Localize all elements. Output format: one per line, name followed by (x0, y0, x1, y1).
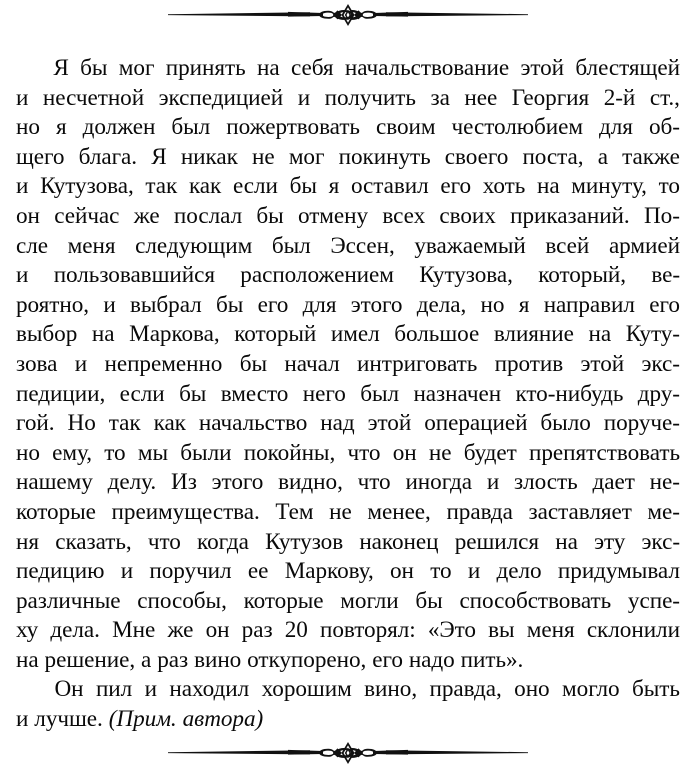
word: правда, (429, 676, 502, 703)
word: и (297, 84, 311, 111)
word: никак (180, 143, 238, 170)
text-line (16, 587, 680, 617)
word: роятно, (16, 291, 89, 318)
word: щего (16, 143, 65, 170)
word: своим (375, 114, 436, 141)
word: иногда (405, 469, 472, 496)
word: всех (382, 202, 426, 229)
text-line (16, 468, 680, 498)
text-line (16, 261, 680, 291)
word: всей (545, 232, 590, 259)
paragraph-1 (16, 54, 680, 675)
word: будет (463, 439, 517, 466)
word: несчетной (42, 84, 145, 111)
word: а (597, 143, 608, 170)
word: эту (594, 528, 626, 555)
word: уважаемый (414, 232, 526, 259)
word: начальство (198, 410, 308, 437)
word: вино, (364, 676, 418, 703)
word: ее (247, 558, 269, 585)
word: делу. (107, 469, 157, 496)
word: следующим (135, 232, 253, 259)
word: дело (496, 558, 542, 585)
word: должен (82, 114, 156, 141)
word: для (599, 114, 633, 141)
text-line (16, 557, 680, 587)
word: Мне (112, 617, 156, 644)
word: но (16, 439, 40, 466)
word: его (257, 291, 289, 318)
word: хорошим (261, 676, 352, 703)
word: сказать, (55, 528, 132, 555)
word: дела, (416, 291, 467, 318)
word: себя (290, 55, 334, 81)
word: операцией (424, 410, 528, 437)
word: и (467, 558, 481, 585)
word: большое (394, 321, 480, 348)
word: зова (16, 350, 58, 377)
word: он (205, 617, 230, 644)
word: этой (367, 410, 412, 437)
paragraph-2 (16, 675, 680, 734)
word: могло (562, 676, 620, 703)
word: дает (592, 469, 635, 496)
word: гой. (16, 410, 55, 437)
word: придумывал (557, 558, 680, 585)
word: и (16, 262, 29, 289)
word: если (232, 173, 278, 200)
word: если (119, 380, 165, 407)
word: Из (171, 469, 197, 496)
word: него (302, 380, 346, 407)
word: Я (53, 55, 69, 81)
word: Кутузова, (419, 262, 513, 289)
word: успе- (627, 587, 680, 614)
word: педиции, (16, 380, 106, 407)
word: на (536, 173, 560, 200)
word: нее (464, 84, 498, 111)
text-line (16, 350, 680, 380)
word: этой (580, 350, 625, 377)
word: Эссен, (330, 232, 395, 259)
word: он (390, 558, 414, 585)
word: бы (215, 291, 244, 318)
word: склонили (586, 617, 680, 644)
word: правда (446, 498, 513, 525)
word: направил (543, 291, 635, 318)
word: Кутузова, (40, 173, 134, 200)
word: ве- (651, 262, 680, 289)
text-line (16, 232, 680, 262)
word: своих (439, 202, 496, 229)
word: оставил (350, 173, 429, 200)
word: также (622, 143, 680, 170)
word: было (540, 410, 591, 437)
word: препятствовать (529, 439, 680, 466)
word: ст., (649, 84, 680, 111)
text-line: на решение, а раз вино откупорено, его надо пить». (16, 646, 524, 673)
word: и (120, 558, 134, 585)
word: бы (179, 380, 207, 407)
word: не (252, 143, 275, 170)
word: менее, (367, 498, 431, 525)
word: я (518, 291, 530, 318)
word: педицию (16, 558, 105, 585)
word: оно (514, 676, 550, 703)
word: получить (324, 84, 416, 111)
word: же (133, 202, 160, 229)
word: так (145, 173, 178, 200)
word: Но (67, 410, 96, 437)
word: принять (165, 55, 246, 81)
text-line (16, 143, 680, 173)
word: имел (330, 321, 380, 348)
word: были (180, 439, 232, 466)
text-line (16, 113, 680, 143)
word: и (16, 173, 29, 200)
word: начал (284, 350, 340, 377)
ornamental-divider-top (0, 2, 696, 28)
word: не- (649, 469, 680, 496)
word: и (16, 84, 29, 111)
text-line (16, 528, 680, 558)
text-line (16, 320, 680, 350)
text-line (16, 616, 680, 646)
word: Он (54, 676, 84, 703)
word: меня (526, 617, 575, 644)
text-line (16, 54, 680, 84)
word: как (188, 173, 222, 200)
word: повторял: (320, 617, 416, 644)
word: бы (289, 173, 317, 200)
word: поруче- (603, 410, 680, 437)
word: меня (67, 232, 116, 259)
word: интриговать (357, 350, 478, 377)
word: различные (16, 587, 121, 614)
word: поста, (522, 143, 584, 170)
word: то (658, 173, 680, 200)
word: что (347, 439, 381, 466)
word: что (357, 469, 391, 496)
word: выбор (16, 321, 78, 348)
word: и (486, 469, 500, 496)
word: и (103, 291, 116, 318)
word: способы, (137, 587, 227, 614)
word: я (328, 173, 340, 200)
word: который, (538, 262, 626, 289)
word: и (144, 676, 157, 703)
word: против (494, 350, 564, 377)
text-line (16, 498, 680, 528)
word: вместо (220, 380, 289, 407)
word: злость (514, 469, 578, 496)
word: был (171, 114, 211, 141)
word: 2-й (603, 84, 636, 111)
word: на (555, 528, 578, 555)
word: дела. (50, 617, 100, 644)
word: ему, (52, 439, 93, 466)
word: пользовавшийся (53, 262, 215, 289)
word: выбрал (129, 291, 202, 318)
word: блага. (78, 143, 138, 170)
text-line: и лучше. (Прим. автора) (16, 706, 264, 733)
word: на (588, 321, 612, 348)
word: этой (520, 55, 565, 81)
paragraph-indent (16, 675, 42, 705)
ornamental-divider-bottom (0, 740, 696, 766)
word: его (440, 173, 472, 200)
word: По- (643, 202, 680, 229)
word: мог (288, 143, 325, 170)
word: но (16, 114, 40, 141)
word: честолюбием (451, 114, 583, 141)
word: которые (243, 587, 324, 614)
word: пожертвовать (226, 114, 360, 141)
word: наконец (359, 528, 439, 555)
word: сейчас (54, 202, 120, 229)
word: послал (173, 202, 243, 229)
word: поручил (149, 558, 232, 585)
word: который (234, 321, 317, 348)
word: своего (444, 143, 509, 170)
word: хоть (482, 173, 526, 200)
word: сле (16, 232, 49, 259)
word: он (392, 439, 417, 466)
text-line (16, 291, 680, 321)
word: Куту- (625, 321, 680, 348)
word: заставляет (528, 498, 632, 525)
text-line (16, 675, 680, 705)
text-line (16, 172, 680, 202)
word: нашему (16, 469, 93, 496)
text-line (16, 409, 680, 439)
word: решился (454, 528, 540, 555)
word: за (430, 84, 450, 111)
word: бы (256, 202, 284, 229)
word: бы (239, 350, 267, 377)
word: преимущества. (111, 498, 260, 525)
word: не (329, 498, 352, 525)
word: Георгия (511, 84, 590, 111)
word: был (271, 232, 311, 259)
word: когда (197, 528, 249, 555)
word: Кутузов (265, 528, 344, 555)
word: Маркову, (284, 558, 374, 585)
word: экс- (641, 350, 680, 377)
paragraph-indent (16, 54, 42, 84)
word: экс- (641, 528, 680, 555)
word: экспедицией (158, 84, 284, 111)
word: я (55, 114, 67, 141)
word: был (360, 380, 400, 407)
word: приказаний. (510, 202, 630, 229)
text-line (16, 202, 680, 232)
word: пил (95, 676, 133, 703)
word: вы (488, 617, 515, 644)
word: что (147, 528, 181, 555)
word: не (428, 439, 452, 466)
text-line (16, 380, 680, 410)
body-text (16, 54, 680, 735)
word: для (302, 291, 337, 318)
word: он (16, 202, 40, 229)
word: назначен (413, 380, 502, 407)
word: «Это (427, 617, 476, 644)
word: как (153, 410, 186, 437)
word: минуту, (571, 173, 647, 200)
word: же (167, 617, 194, 644)
word: на (257, 55, 280, 81)
word: ху (16, 617, 39, 644)
word: быть (632, 676, 680, 703)
word: покинуть (338, 143, 431, 170)
word: бы (415, 587, 443, 614)
word: армией (608, 232, 680, 259)
author-note: (Прим. автора) (108, 706, 264, 733)
word: этого (350, 291, 403, 318)
word: отмену (297, 202, 369, 229)
word: то (104, 439, 126, 466)
word: этого (211, 469, 264, 496)
word: кто-нибудь (515, 380, 624, 407)
word: покойны, (243, 439, 336, 466)
word: влияние (493, 321, 574, 348)
word: видно, (278, 469, 343, 496)
word: 20 (284, 617, 308, 644)
word: способствовать (459, 587, 612, 614)
word: об- (648, 114, 680, 141)
text-line (16, 84, 680, 114)
word: Маркова, (129, 321, 220, 348)
word: ня (16, 528, 39, 555)
word: его (649, 291, 680, 318)
word: Я (151, 143, 167, 170)
word: непременно (104, 350, 223, 377)
word: находил (169, 676, 250, 703)
text-line (16, 439, 680, 469)
word: на (91, 321, 115, 348)
word: дру- (637, 380, 680, 407)
word: начальствование (344, 55, 510, 81)
word: бы (80, 55, 108, 81)
word: мы (137, 439, 169, 466)
word: ме- (647, 498, 680, 525)
word: могли (340, 587, 399, 614)
word: мог (118, 55, 155, 81)
word: то (430, 558, 452, 585)
word: расположением (240, 262, 394, 289)
word: раз (241, 617, 273, 644)
word: но (480, 291, 505, 318)
word: блестящей (575, 55, 680, 81)
word: и (74, 350, 88, 377)
word: Тем (275, 498, 314, 525)
word: над (320, 410, 355, 437)
word: так (108, 410, 141, 437)
word: которые (16, 498, 96, 525)
